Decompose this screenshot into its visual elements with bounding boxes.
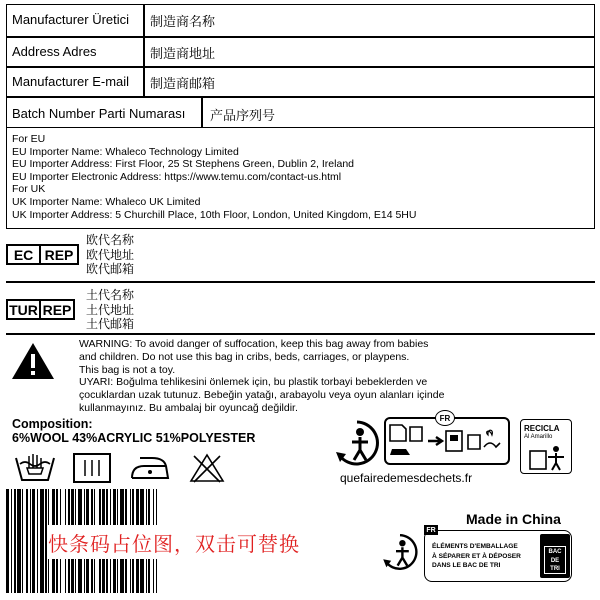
importer-text: [12, 133, 416, 221]
sorting-pictograms-icon: [388, 421, 506, 461]
fr-sorting-badge: FR: [424, 525, 438, 535]
drip-dry-icon: [72, 452, 112, 484]
email-value: 制造商邮箱: [150, 76, 216, 91]
importer-line: For EU: [12, 133, 46, 145]
importer-line: EU Importer Address: First Floor, 25 St Stephens Green, Dublin 2, Ireland: [12, 158, 354, 171]
tur-rep-line: 土代地址: [86, 302, 135, 317]
section-divider: [6, 333, 595, 335]
barcode-bar: [6, 489, 9, 593]
ec-rep-badge: [6, 244, 79, 265]
tur-rep-line: 土代邮箱: [86, 317, 135, 331]
tur-rep-badge-right: REP: [42, 301, 72, 318]
row-divider: [6, 96, 595, 98]
barcode-bar: [22, 489, 23, 593]
recycle-bin-person-icon: [526, 443, 568, 471]
barcode-placeholder[interactable]: 快条码占位图，双击可替换: [47, 525, 301, 559]
iron-low-icon: [128, 452, 172, 482]
importer-line: UK Importer Address: 5 Churchill Place, 10th Floor, London, United Kingdom, E14 5HU: [12, 208, 417, 221]
fr-sorting-line: ÉLÉMENTS D'EMBALLAGE: [432, 543, 518, 550]
column-divider: [201, 96, 203, 128]
barcode-bar: [14, 489, 16, 593]
fr-sorting-line: DANS LE BAC DE TRI: [432, 562, 501, 569]
warning-triangle-icon: [10, 341, 56, 381]
address-label: Address Adres: [12, 44, 97, 59]
importer-line: EU Importer Electronic Address: https://www.temu.com/contact-us.html: [12, 170, 342, 183]
barcode-bar: [37, 489, 38, 593]
composition-title: Composition:: [12, 417, 93, 431]
barcode-bar: [30, 489, 31, 593]
triman-website: quefairedemesdechets.fr: [340, 471, 473, 485]
warning-line: WARNING: To avoid danger of suffocation, keep this bag away from babies: [79, 338, 429, 350]
do-not-bleach-icon: [188, 452, 226, 484]
warning-line: UYARI: Boğulma tehlikesini önlemek için, bu plastik torbayi bebeklerden ve: [79, 376, 428, 389]
hand-wash-icon: [14, 452, 56, 482]
recicla-subtitle: Al Amarillo: [524, 434, 553, 440]
address-value: 制造商地址: [150, 46, 216, 61]
batch-value: 产品序列号: [210, 108, 276, 123]
warning-line: kullanmayınız. Bu ambalaj bir oyuncağ değildir.: [79, 401, 298, 414]
bin-text: DE: [550, 557, 560, 564]
tur-rep-text: [86, 288, 134, 332]
composition-text: 6%WOOL 43%ACRYLIC 51%POLYESTER: [12, 431, 256, 445]
tur-rep-line: 土代名称: [86, 288, 135, 302]
barcode-bar: [32, 489, 35, 593]
bac-de-tri-label: [544, 546, 566, 574]
barcode-bar: [40, 489, 44, 593]
batch-label: Batch Number Parti Numarası: [12, 106, 186, 121]
bin-text: BAC: [548, 549, 562, 555]
manufacturer-label: Manufacturer Üretici: [12, 12, 130, 27]
triman-icon: [332, 418, 382, 468]
fr-badge: FR: [435, 410, 455, 426]
fr-sorting-line: À SÉPARER ET À DÉPOSER: [432, 552, 521, 560]
tur-rep-badge: [6, 299, 75, 320]
ec-rep-line: 欧代地址: [86, 247, 135, 262]
ec-rep-line: 欧代邮箱: [86, 262, 135, 276]
row-divider: [6, 66, 595, 68]
barcode-bar: [11, 489, 12, 593]
barcode-bar: [17, 489, 21, 593]
ec-rep-badge-left: EC: [13, 246, 34, 263]
importer-line: For UK: [12, 183, 46, 196]
importer-line: UK Importer Name: Whaleco UK Limited: [12, 195, 201, 208]
warning-line: This bag is not a toy.: [79, 363, 176, 376]
ec-rep-line: 欧代名称: [86, 233, 135, 247]
barcode-bar: [26, 489, 28, 593]
ec-rep-text: [86, 233, 134, 277]
fr-sorting-text: [432, 542, 521, 571]
section-divider: [6, 281, 595, 283]
recicla-title: RECICLA: [524, 424, 560, 433]
importer-line: EU Importer Name: Whaleco Technology Limited: [12, 145, 239, 158]
warning-line: çocuklardan uzak tutunuz. Bebeğin yatağı, arabayolu veya oyun alanları içinde: [79, 389, 445, 402]
warning-line: and children. Do not use this bag in cribs, beds, carriages, or playpens.: [79, 350, 410, 363]
bin-text: TRI: [550, 566, 560, 572]
ec-rep-badge-right: REP: [44, 246, 74, 263]
tur-rep-badge-left: TUR: [9, 301, 38, 318]
email-label: Manufacturer E-mail: [12, 74, 130, 89]
manufacturer-value: 制造商名称: [150, 14, 216, 29]
row-divider: [6, 36, 595, 38]
made-in-text: Made in China: [466, 511, 561, 527]
triman-small-icon: [380, 532, 420, 572]
column-divider: [143, 4, 145, 96]
warning-text: [79, 338, 444, 415]
